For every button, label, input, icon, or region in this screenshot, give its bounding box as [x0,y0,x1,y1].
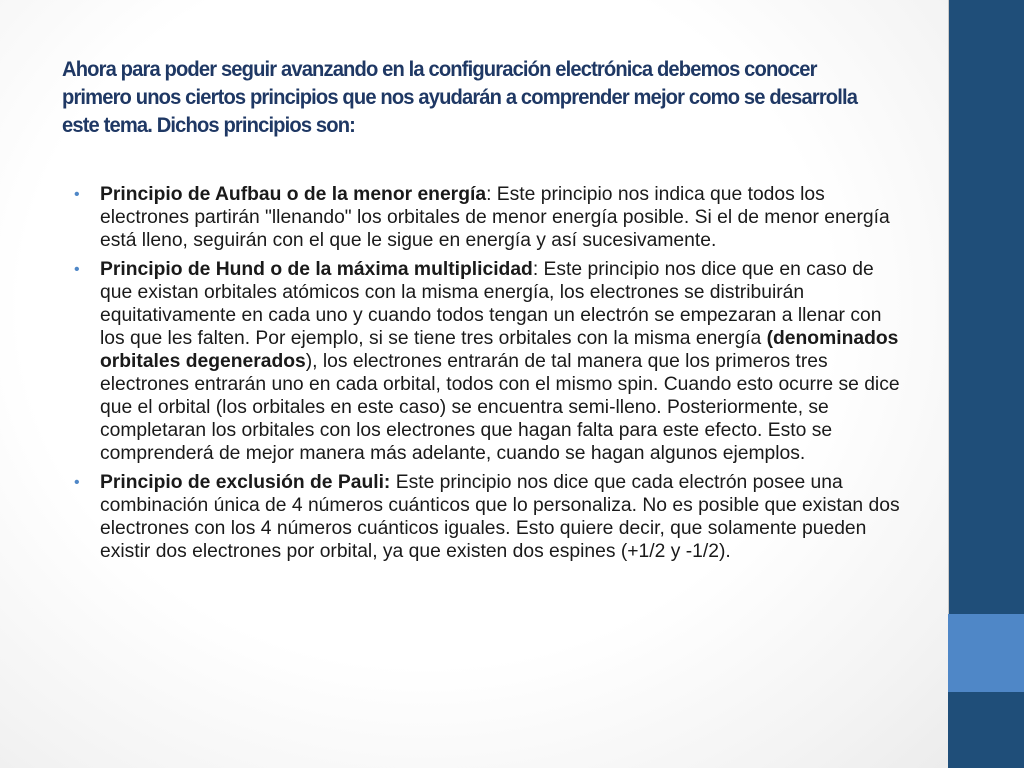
bullet-text-aufbau: : Este principio nos indica que todos los electrones partirán "llenando" los orbitales de menor energía posible. Si el de menor energía está lleno, seguirán con el que le sigue en energía y así sucesivamente. [100,184,890,251]
bullet-marker-icon: • [74,261,80,278]
bullet-item-pauli [74,471,904,563]
bullet-item-aufbau [74,183,904,252]
bullet-text-hund-before: : Este principio nos dice que en caso de que existan orbitales atómicos con la misma energía, los electrones se distribuirán equitativamente en cada uno y cuando todos tengan un electrón se empezaran a llenar con los que les falten. Por ejemplo, si se tiene tres orbitales con la misma energía [100,259,882,349]
bullet-item-hund [74,258,904,465]
bullet-marker-icon: • [74,186,80,203]
bullet-bold-degenerados: (denominados orbitales degenerados [100,328,899,372]
bullet-title-pauli: Principio de exclusión de Pauli: [100,472,391,493]
bullet-title-hund: Principio de Hund o de la máxima multiplicidad [100,259,533,280]
decorative-sidebar-bottom [948,692,1024,768]
bullet-text-pauli: Este principio nos dice que cada electrón posee una combinación única de 4 números cuánticos que lo personaliza. No es posible que existan dos electrones con los 4 números cuánticos iguales. Esto quiere decir, que solamente pueden existir dos electrones por orbital, ya que existen dos espines (+1/2 y -1/2). [100,472,900,562]
slide-title: Ahora para poder seguir avanzando en la configuración electrónica debemos conocer primero unos ciertos principios que nos ayudarán a comprender mejor como se desarrolla este tema. Dichos principios son: [62,58,858,137]
bullet-text-hund-after: ), los electrones entrarán de tal manera que los primeros tres electrones entrarán uno en cada orbital, todos con el mismo spin. Cuando esto ocurre se dice que el orbital (los orbitales en este caso) se encuentra semi-lleno. Posteriormente, se completaran los orbitales con los electrones que hagan falta para este efecto. Esto se comprenderá de mejor manera más adelante, cuando se hagan algunos ejemplos. [100,351,900,464]
bullet-marker-icon: • [74,474,80,491]
decorative-sidebar-accent [948,614,1024,692]
bullet-title-aufbau: Principio de Aufbau o de la menor energía [100,184,487,205]
principles-list [74,183,904,569]
